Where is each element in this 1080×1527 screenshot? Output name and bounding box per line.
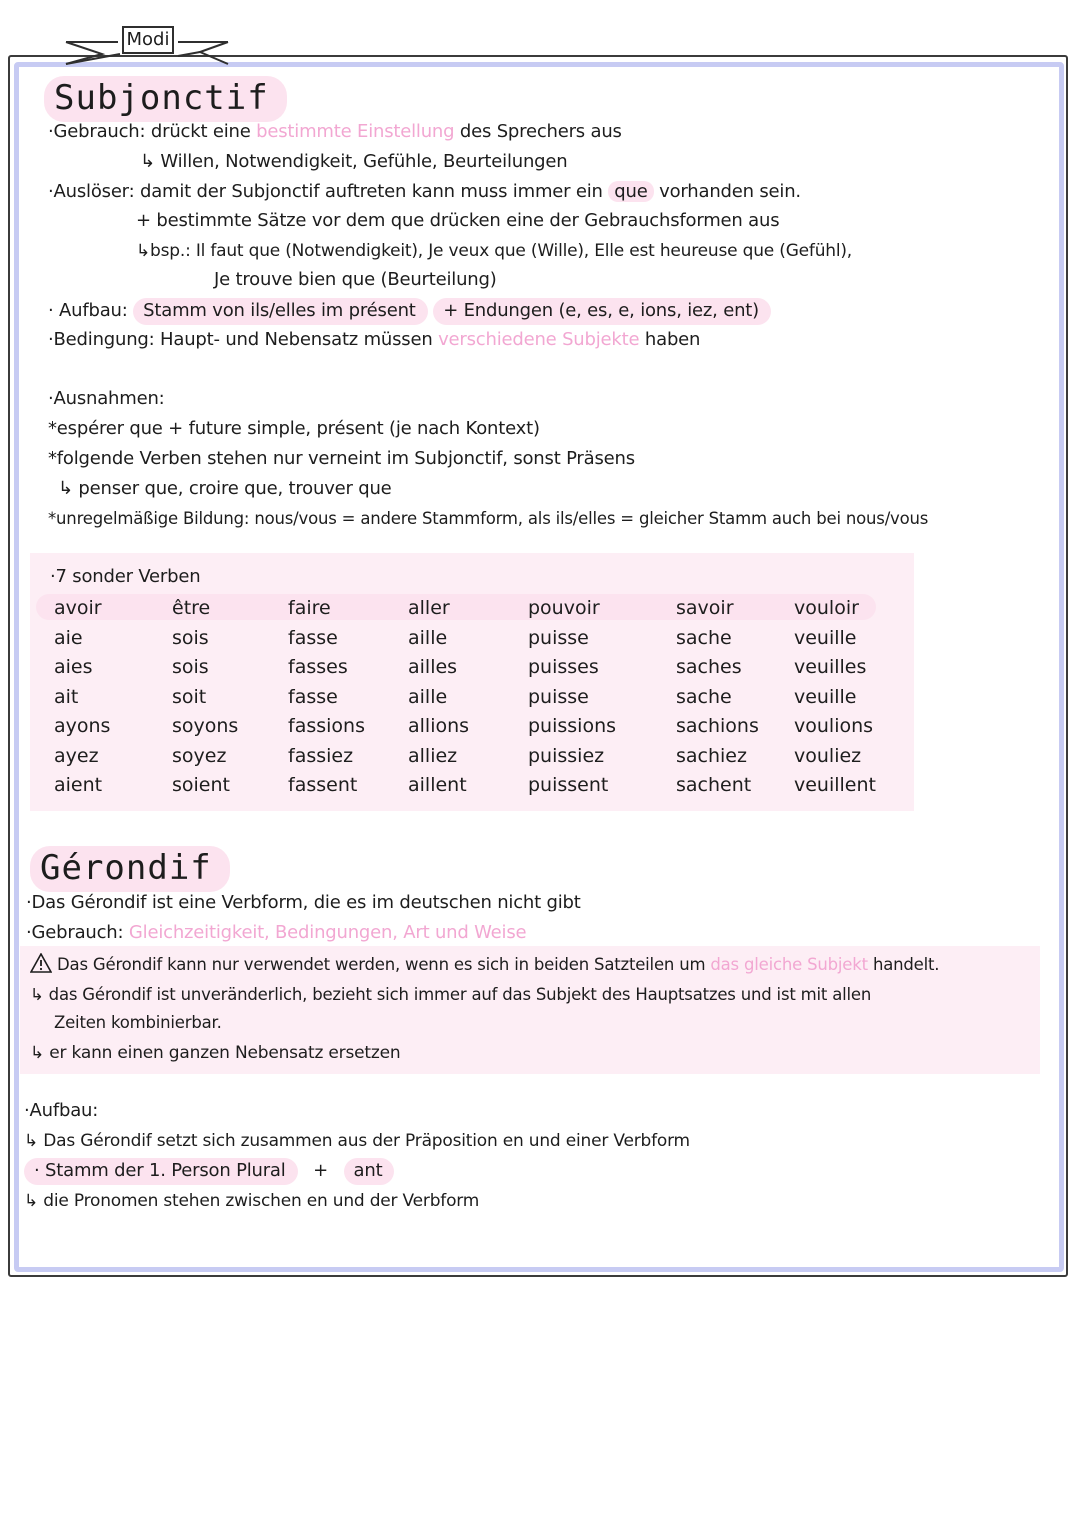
bedingung-text: Haupt- und Nebensatz müssen xyxy=(160,329,433,350)
gerondif-gebrauch-label: ·Gebrauch: xyxy=(26,922,124,943)
gerondif-warning-line xyxy=(30,953,939,976)
gerondif-aufbau2: ↳ die Pronomen stehen zwischen en und der Verbform xyxy=(24,1191,480,1211)
gebrauch-highlight: bestimmte Einstellung xyxy=(256,121,455,142)
verb-column-pouvoir xyxy=(528,594,616,801)
verb-form: ailles xyxy=(408,656,458,678)
gebrauch-sub: ↳ Willen, Notwendigkeit, Gefühle, Beurteilungen xyxy=(140,151,568,172)
verb-form: fassent xyxy=(288,774,358,796)
verb-form: aie xyxy=(54,626,83,649)
verb-form: puisse xyxy=(528,685,589,708)
bedingung-highlight: verschiedene Subjekte xyxy=(438,329,640,350)
verb-column-vouloir xyxy=(794,594,876,801)
verb-form: sachent xyxy=(676,774,752,796)
verb-form: alliez xyxy=(408,744,458,767)
verb-infinitive: être xyxy=(172,597,211,619)
verb-form: aille xyxy=(408,626,448,649)
subjonctif-bedingung-line xyxy=(48,329,700,351)
gerondif-info1: ↳ das Gérondif ist unveränderlich, bezieht sich immer auf das Subjekt des Hauptsatzes und ist mit allen xyxy=(30,985,872,1004)
bedingung-text-end: haben xyxy=(644,329,701,350)
verb-form: ayons xyxy=(54,715,111,737)
verb-form: soient xyxy=(172,774,230,796)
verb-form: sache xyxy=(676,626,732,649)
warning-text-end: handelt. xyxy=(872,955,940,974)
verb-column-savoir xyxy=(676,594,759,801)
verb-form: veuille xyxy=(794,626,857,649)
gebrauch-text-end: des Sprechers aus xyxy=(459,121,622,142)
verb-form: fasses xyxy=(288,656,348,678)
verb-form: sache xyxy=(676,685,732,708)
ausloeser-text-end: vorhanden sein. xyxy=(659,181,801,202)
verb-form: veuilles xyxy=(794,656,867,678)
aufbau-ant-pill: ant xyxy=(344,1158,395,1185)
verb-infinitive: pouvoir xyxy=(528,597,600,619)
bedingung-label: ·Bedingung: xyxy=(48,329,155,350)
verb-form: aies xyxy=(54,656,93,678)
verb-infinitive: avoir xyxy=(54,597,102,619)
verb-form: fassiez xyxy=(288,744,354,767)
verb-form: aient xyxy=(54,774,103,796)
ausnahmen-item-unregelmaessig: *unregelmäßige Bildung: nous/vous = andere Stammform, als ils/elles = gleicher Stamm auch bei nous/vous xyxy=(48,509,929,528)
gerondif-info2: ↳ er kann einen ganzen Nebensatz ersetzen xyxy=(30,1043,401,1063)
verb-form: veuille xyxy=(794,685,857,708)
ausnahmen-item-espere: *espérer que + future simple, présent (je nach Kontext) xyxy=(48,418,540,439)
verb-form: soyez xyxy=(172,744,227,767)
aufbau-endungen: + Endungen (e, es, e, ions, iez, ent) xyxy=(433,298,771,325)
aufbau-stamm: Stamm von ils/elles im présent xyxy=(133,298,427,325)
gerondif-aufbau1: ↳ Das Gérondif setzt sich zusammen aus der Präposition en und einer Verbform xyxy=(24,1131,690,1151)
aufbau-plus: + xyxy=(313,1160,328,1181)
ausloeser-bsp2: Je trouve bien que (Beurteilung) xyxy=(214,269,497,290)
verb-form: ait xyxy=(54,685,79,708)
verb-form: voulions xyxy=(794,715,874,737)
verb-form: puissions xyxy=(528,715,617,737)
ausnahmen-label: ·Ausnahmen: xyxy=(48,388,165,409)
ausloeser-label: ·Auslöser: xyxy=(48,181,135,202)
gebrauch-text: drückt eine xyxy=(150,121,251,142)
ausnahmen-item-penser: ↳ penser que, croire que, trouver que xyxy=(58,478,392,499)
verb-infinitive: vouloir xyxy=(794,597,859,619)
verb-form: soyons xyxy=(172,715,239,737)
verb-form: sois xyxy=(172,626,209,649)
verb-form: fassions xyxy=(288,715,365,737)
gerondif-intro: ·Das Gérondif ist eine Verbform, die es im deutschen nicht gibt xyxy=(26,892,581,913)
verb-table-box xyxy=(30,553,914,811)
gerondif-gebrauch-highlight: Gleichzeitigkeit, Bedingungen, Art und Weise xyxy=(128,922,527,943)
verb-column-faire xyxy=(288,594,365,801)
verb-infinitive: aller xyxy=(408,597,450,619)
verb-form: aille xyxy=(408,685,448,708)
title-arrow-left-icon xyxy=(62,38,122,66)
subjonctif-heading: Subjonctif xyxy=(44,76,287,122)
verb-form: aillent xyxy=(408,774,467,796)
page-title-tab: Modi xyxy=(122,26,174,54)
verb-form: puisses xyxy=(528,656,599,678)
subjonctif-ausloeser-line xyxy=(48,181,801,203)
verb-form: soit xyxy=(172,685,207,708)
aufbau-stamm-pill: · Stamm der 1. Person Plural xyxy=(24,1158,298,1185)
subjonctif-gebrauch-line xyxy=(48,121,622,143)
gerondif-aufbau-label: ·Aufbau: xyxy=(24,1100,99,1121)
verb-column-avoir xyxy=(54,594,110,801)
verb-column-etre xyxy=(172,594,238,801)
ausloeser-text: damit der Subjonctif auftreten kann muss immer ein xyxy=(139,181,603,202)
aufbau-label: · Aufbau: xyxy=(48,300,128,321)
verb-column-aller xyxy=(408,594,469,801)
warning-text: Das Gérondif kann nur verwendet werden, wenn es sich in beiden Satzteilen um xyxy=(57,955,706,974)
ausloeser-plus: + bestimmte Sätze vor dem que drücken eine der Gebrauchsformen aus xyxy=(136,210,780,231)
verb-form: fasse xyxy=(288,626,338,649)
ausloeser-que: que xyxy=(608,181,653,202)
subjonctif-aufbau-line xyxy=(48,300,771,322)
verb-form: sachions xyxy=(676,715,759,737)
verb-form: vouliez xyxy=(794,744,862,767)
sonder-verben-label: ·7 sonder Verben xyxy=(50,566,201,587)
gerondif-aufbau-formula xyxy=(24,1160,394,1182)
gebrauch-label: ·Gebrauch: xyxy=(48,121,146,142)
gerondif-heading: Gérondif xyxy=(30,846,230,892)
gerondif-gebrauch-line xyxy=(26,922,526,944)
warning-icon xyxy=(30,953,52,973)
verb-infinitive: faire xyxy=(288,597,331,619)
verb-form: saches xyxy=(676,656,742,678)
verb-form: sois xyxy=(172,656,209,678)
verb-form: puissent xyxy=(528,774,609,796)
title-arrow-right-icon xyxy=(176,38,232,66)
verb-form: puissiez xyxy=(528,744,605,767)
verb-form: puisse xyxy=(528,626,589,649)
verb-form: fasse xyxy=(288,685,338,708)
verb-form: allions xyxy=(408,715,470,737)
verb-form: veuillent xyxy=(794,774,876,796)
gerondif-info1b: Zeiten kombinierbar. xyxy=(54,1013,222,1032)
ausnahmen-item-verneint: *folgende Verben stehen nur verneint im Subjonctif, sonst Präsens xyxy=(48,448,635,469)
ausloeser-bsp1: ↳bsp.: Il faut que (Notwendigkeit), Je veux que (Wille), Elle est heureuse que (Gefühl), xyxy=(136,241,853,261)
verb-form: sachiez xyxy=(676,744,747,767)
verb-infinitive: savoir xyxy=(676,597,734,619)
verb-form: ayez xyxy=(54,744,99,767)
warning-highlight: das gleiche Subjekt xyxy=(710,955,868,974)
